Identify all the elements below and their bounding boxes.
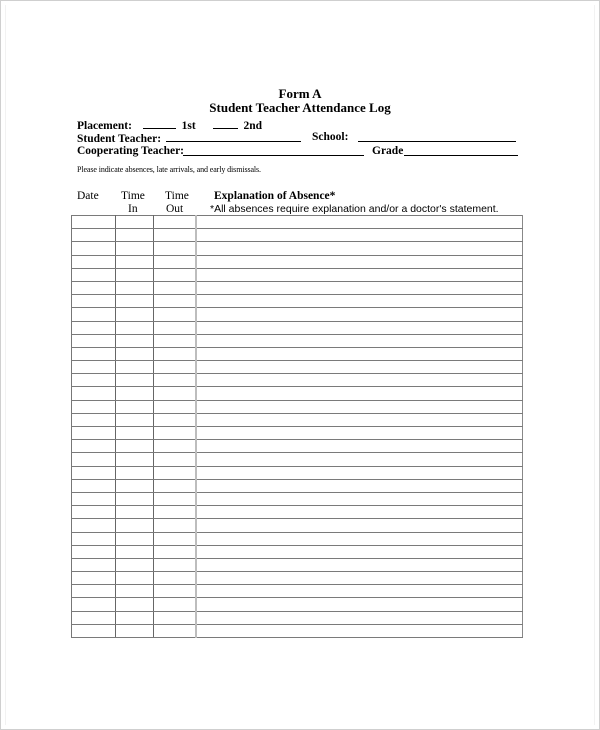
time-out-cell[interactable] (154, 268, 197, 281)
time-out-cell[interactable] (154, 519, 197, 532)
time-out-cell[interactable] (154, 295, 197, 308)
time-out-cell[interactable] (154, 585, 197, 598)
date-cell[interactable] (72, 308, 116, 321)
time-in-cell[interactable] (116, 598, 154, 611)
time-out-cell[interactable] (154, 255, 197, 268)
time-out-cell[interactable] (154, 281, 197, 294)
time-in-cell[interactable] (116, 466, 154, 479)
explanation-cell[interactable] (196, 453, 523, 466)
time-in-cell[interactable] (116, 334, 154, 347)
table-row (72, 413, 523, 426)
table-row (72, 506, 523, 519)
explanation-cell[interactable] (196, 519, 523, 532)
time-in-cell[interactable] (116, 585, 154, 598)
explanation-cell[interactable] (196, 361, 523, 374)
time-in-cell[interactable] (116, 242, 154, 255)
explanation-cell[interactable] (196, 268, 523, 281)
explanation-cell[interactable] (196, 558, 523, 571)
table-row (72, 334, 523, 347)
date-cell[interactable] (72, 506, 116, 519)
date-cell[interactable] (72, 229, 116, 242)
time-in-cell[interactable] (116, 479, 154, 492)
time-in-cell[interactable] (116, 400, 154, 413)
time-out-cell[interactable] (154, 453, 197, 466)
table-row (72, 216, 523, 229)
explanation-cell[interactable] (196, 295, 523, 308)
table-row (72, 519, 523, 532)
time-out-cell[interactable] (154, 506, 197, 519)
explanation-cell[interactable] (196, 242, 523, 255)
table-row (72, 321, 523, 334)
date-cell[interactable] (72, 281, 116, 294)
table-row (72, 453, 523, 466)
time-in-cell[interactable] (116, 229, 154, 242)
time-in-cell[interactable] (116, 387, 154, 400)
date-cell[interactable] (72, 334, 116, 347)
table-row (72, 229, 523, 242)
time-in-cell[interactable] (116, 413, 154, 426)
date-cell[interactable] (72, 585, 116, 598)
explanation-cell[interactable] (196, 492, 523, 505)
cooperating-teacher-field[interactable] (183, 145, 364, 156)
time-in-cell[interactable] (116, 347, 154, 360)
time-out-cell[interactable] (154, 347, 197, 360)
date-cell[interactable] (72, 255, 116, 268)
time-out-cell[interactable] (154, 216, 197, 229)
explanation-cell[interactable] (196, 598, 523, 611)
explanation-cell[interactable] (196, 466, 523, 479)
time-in-cell[interactable] (116, 308, 154, 321)
time-out-cell[interactable] (154, 466, 197, 479)
table-row (72, 598, 523, 611)
time-out-cell[interactable] (154, 374, 197, 387)
time-in-cell[interactable] (116, 545, 154, 558)
explanation-cell[interactable] (196, 387, 523, 400)
time-in-cell[interactable] (116, 492, 154, 505)
table-row (72, 492, 523, 505)
time-in-cell[interactable] (116, 519, 154, 532)
date-cell[interactable] (72, 611, 116, 624)
column-header-explanation: Explanation of Absence* (214, 190, 336, 202)
date-cell[interactable] (72, 413, 116, 426)
table-row (72, 532, 523, 545)
table-row (72, 268, 523, 281)
explanation-cell[interactable] (196, 308, 523, 321)
time-out-cell[interactable] (154, 229, 197, 242)
explanation-cell[interactable] (196, 479, 523, 492)
time-in-cell[interactable] (116, 321, 154, 334)
table-row (72, 440, 523, 453)
table-row (72, 308, 523, 321)
table-row (72, 361, 523, 374)
explanation-cell[interactable] (196, 545, 523, 558)
time-in-cell[interactable] (116, 255, 154, 268)
time-in-cell[interactable] (116, 268, 154, 281)
time-out-cell[interactable] (154, 242, 197, 255)
placement-1st-blank[interactable] (143, 118, 176, 129)
date-cell[interactable] (72, 440, 116, 453)
time-out-cell[interactable] (154, 361, 197, 374)
time-out-cell[interactable] (154, 532, 197, 545)
date-cell[interactable] (72, 295, 116, 308)
table-row (72, 624, 523, 637)
explanation-cell[interactable] (196, 611, 523, 624)
date-cell[interactable] (72, 558, 116, 571)
explanation-cell[interactable] (196, 347, 523, 360)
explanation-cell[interactable] (196, 216, 523, 229)
date-cell[interactable] (72, 598, 116, 611)
explanation-cell[interactable] (196, 255, 523, 268)
table-row (72, 400, 523, 413)
time-out-cell[interactable] (154, 308, 197, 321)
time-in-cell[interactable] (116, 506, 154, 519)
table-row (72, 242, 523, 255)
grade-field[interactable] (404, 145, 518, 156)
date-cell[interactable] (72, 242, 116, 255)
instruction-text: Please indicate absences, late arrivals, and early dismissals. (77, 165, 261, 174)
column-header-date: Date (77, 190, 99, 202)
time-out-cell[interactable] (154, 387, 197, 400)
table-row (72, 479, 523, 492)
time-in-cell[interactable] (116, 427, 154, 440)
time-in-cell[interactable] (116, 532, 154, 545)
absence-note: *All absences require explanation and/or a doctor's statement. (210, 203, 499, 215)
date-cell[interactable] (72, 268, 116, 281)
time-out-cell[interactable] (154, 624, 197, 637)
table-row (72, 374, 523, 387)
time-in-cell[interactable] (116, 281, 154, 294)
explanation-cell[interactable] (196, 506, 523, 519)
table-row (72, 281, 523, 294)
date-cell[interactable] (72, 479, 116, 492)
time-in-cell[interactable] (116, 361, 154, 374)
time-out-cell[interactable] (154, 611, 197, 624)
student-teacher-label: Student Teacher: (77, 133, 162, 145)
date-cell[interactable] (72, 624, 116, 637)
explanation-cell[interactable] (196, 400, 523, 413)
explanation-cell[interactable] (196, 572, 523, 585)
table-row (72, 572, 523, 585)
explanation-cell[interactable] (196, 229, 523, 242)
table-row (72, 545, 523, 558)
time-out-cell[interactable] (154, 545, 197, 558)
cooperating-teacher-label: Cooperating Teacher: (77, 145, 185, 157)
date-cell[interactable] (72, 347, 116, 360)
explanation-cell[interactable] (196, 413, 523, 426)
time-out-cell[interactable] (154, 413, 197, 426)
time-in-cell[interactable] (116, 374, 154, 387)
date-cell[interactable] (72, 427, 116, 440)
time-in-cell[interactable] (116, 624, 154, 637)
school-label: School: (312, 131, 349, 143)
date-cell[interactable] (72, 466, 116, 479)
placement-2nd-label: 2nd (243, 120, 263, 132)
column-header-time-out-line2: Out (166, 203, 184, 215)
time-out-cell[interactable] (154, 572, 197, 585)
date-cell[interactable] (72, 387, 116, 400)
explanation-cell[interactable] (196, 624, 523, 637)
student-teacher-row (77, 131, 527, 146)
date-cell[interactable] (72, 216, 116, 229)
time-out-cell[interactable] (154, 492, 197, 505)
placement-label: Placement: (77, 120, 132, 132)
attendance-log-body (72, 216, 523, 638)
date-cell[interactable] (72, 519, 116, 532)
time-in-cell[interactable] (116, 216, 154, 229)
date-cell[interactable] (72, 374, 116, 387)
date-cell[interactable] (72, 572, 116, 585)
time-out-cell[interactable] (154, 427, 197, 440)
cooperating-teacher-row (77, 145, 527, 158)
date-cell[interactable] (72, 492, 116, 505)
explanation-cell[interactable] (196, 440, 523, 453)
time-in-cell[interactable] (116, 558, 154, 571)
date-cell[interactable] (72, 545, 116, 558)
table-row (72, 558, 523, 571)
date-cell[interactable] (72, 400, 116, 413)
date-cell[interactable] (72, 532, 116, 545)
table-row (72, 255, 523, 268)
attendance-log-table (71, 215, 523, 638)
school-field[interactable] (358, 131, 516, 142)
explanation-cell[interactable] (196, 321, 523, 334)
time-in-cell[interactable] (116, 453, 154, 466)
date-cell[interactable] (72, 453, 116, 466)
column-header-time-out-line1: Time (165, 190, 189, 202)
time-in-cell[interactable] (116, 295, 154, 308)
time-out-cell[interactable] (154, 400, 197, 413)
time-out-cell[interactable] (154, 321, 197, 334)
date-cell[interactable] (72, 321, 116, 334)
column-header-time-in-line1: Time (121, 190, 145, 202)
explanation-cell[interactable] (196, 585, 523, 598)
explanation-cell[interactable] (196, 427, 523, 440)
form-title: Form A (278, 86, 322, 101)
table-row (72, 427, 523, 440)
explanation-cell[interactable] (196, 374, 523, 387)
time-in-cell[interactable] (116, 440, 154, 453)
form-subtitle: Student Teacher Attendance Log (209, 100, 391, 115)
time-in-cell[interactable] (116, 572, 154, 585)
time-out-cell[interactable] (154, 479, 197, 492)
time-out-cell[interactable] (154, 334, 197, 347)
time-in-cell[interactable] (116, 611, 154, 624)
grade-label: Grade (372, 145, 404, 157)
explanation-cell[interactable] (196, 281, 523, 294)
placement-2nd-blank[interactable] (213, 118, 238, 129)
column-header-time-in-line2: In (128, 203, 138, 215)
explanation-cell[interactable] (196, 532, 523, 545)
date-cell[interactable] (72, 361, 116, 374)
table-row (72, 347, 523, 360)
table-row (72, 611, 523, 624)
placement-1st-label: 1st (181, 120, 196, 132)
time-out-cell[interactable] (154, 598, 197, 611)
student-teacher-field[interactable] (166, 131, 301, 142)
table-row (72, 295, 523, 308)
time-out-cell[interactable] (154, 558, 197, 571)
explanation-cell[interactable] (196, 334, 523, 347)
table-row (72, 585, 523, 598)
table-row (72, 387, 523, 400)
time-out-cell[interactable] (154, 440, 197, 453)
table-row (72, 466, 523, 479)
